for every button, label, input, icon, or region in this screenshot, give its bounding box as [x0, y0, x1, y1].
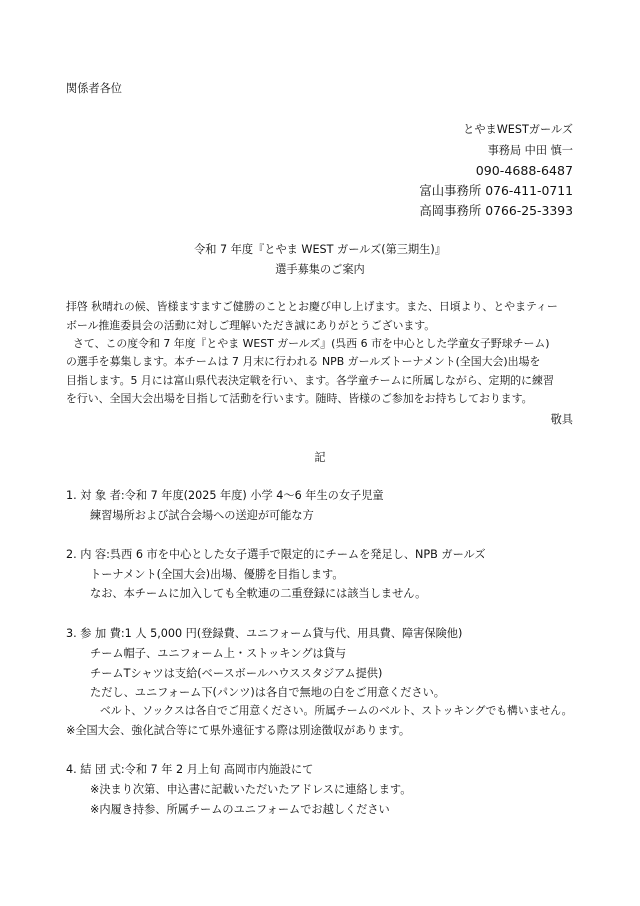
item-3-detail: チーム帽子、ユニフォーム上・ストッキングは貸与 — [90, 647, 347, 660]
body-paragraph-line: 拝啓 秋晴れの候、皆様ますますご健勝のこととお慶び申し上げます。また、日頃より、とやまティー — [66, 300, 558, 313]
body-paragraph-line: ボール推進委員会の活動に対しご理解いただき誠にありがとうございます。 — [66, 319, 436, 332]
item-2-detail: なお、本チームに加入しても全軟連の二重登録には該当しません。 — [90, 587, 427, 600]
sender-org: とやまWESTガールズ — [463, 123, 573, 136]
addressee: 関係者各位 — [66, 82, 122, 95]
ki-heading: 記 — [314, 451, 326, 464]
sender-toyama-office: 富山事務所 076-411-0711 — [419, 183, 573, 198]
item-3-note: ※全国大会、強化試合等にて県外遠征する際は別途徴収があります。 — [66, 724, 411, 737]
title-line1: 令和 7 年度『とやま WEST ガールズ(第三期生)』 — [194, 243, 446, 256]
item-4-heading: 4. 結 団 式:令和 7 年 2 月上旬 高岡市内施設にて — [66, 763, 314, 776]
item-1-heading: 1. 対 象 者:令和 7 年度(2025 年度) 小学 4～6 年生の女子児童 — [66, 489, 384, 502]
item-3-detail: ベルト、ソックスは各自でご用意ください。所属チームのベルト、ストッキングでも構いません。 — [100, 704, 573, 717]
sender-phone: 090-4688-6487 — [475, 163, 573, 178]
sender-office: 事務局 中田 慎一 — [487, 144, 573, 157]
item-3-heading: 3. 参 加 費:1 人 5,000 円(登録費、ユニフォーム貸与代、用具費、障害保険他) — [66, 627, 463, 640]
body-paragraph-line: 目指します。5 月には富山県代表決定戦を行い、ます。各学童チームに所属しながら、定期的に練習 — [66, 374, 554, 387]
closing-keigu: 敬具 — [550, 413, 573, 426]
body-paragraph-line: の選手を募集します。本チームは 7 月末に行われる NPB ガールズトーナメント(全国大会)出場を — [66, 355, 541, 368]
item-1-detail: 練習場所および試合会場への送迎が可能な方 — [90, 509, 314, 522]
item-4-note: ※決まり次第、申込書に記載いただいたアドレスに連絡します。 — [90, 783, 412, 796]
item-4-note: ※内履き持参、所属チームのユニフォームでお越しください — [90, 803, 390, 816]
title-line2: 選手募集のご案内 — [275, 263, 365, 276]
item-3-detail: チームTシャツは支給(ベースボールハウススタジアム提供) — [90, 667, 383, 680]
body-paragraph-line: さて、この度令和 7 年度『とやま WEST ガールズ』(呉西 6 市を中心とした学童女子野球チーム) — [73, 337, 550, 350]
sender-takaoka-office: 高岡事務所 0766-25-3393 — [419, 203, 573, 218]
item-2-detail: トーナメント(全国大会)出場、優勝を目指します。 — [90, 568, 344, 581]
body-paragraph-line: を行い、全国大会出場を目指して活動を行います。随時、皆様のご参加をお持ちしております。 — [66, 392, 533, 405]
item-2-heading: 2. 内 容:呉西 6 市を中心とした女子選手で限定的にチームを発足し、NPB ガールズ — [66, 548, 486, 561]
item-3-detail: ただし、ユニフォーム下(パンツ)は各自で無地の白をご用意ください。 — [90, 686, 445, 699]
